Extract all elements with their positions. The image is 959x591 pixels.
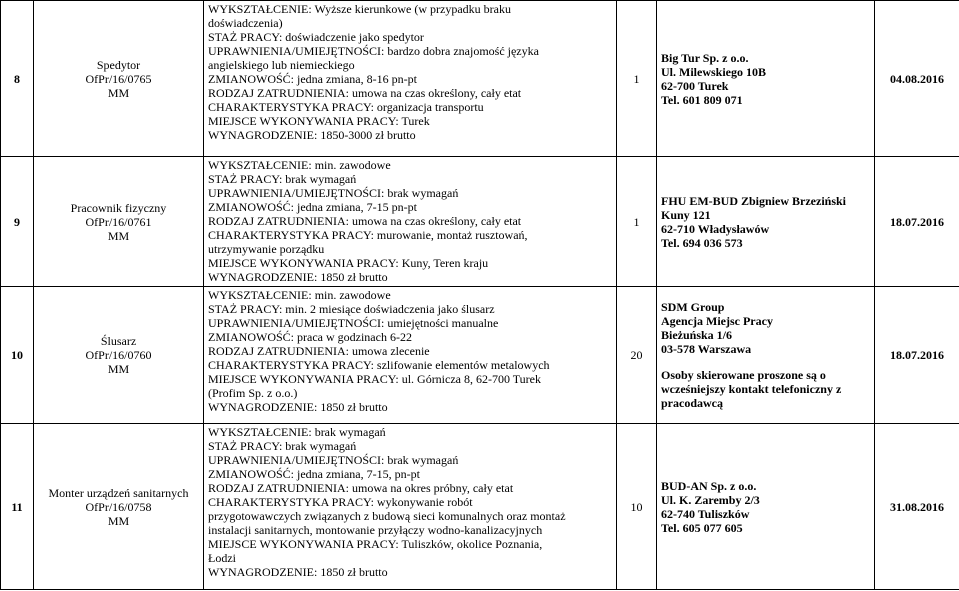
requirement-line: RODZAJ ZATRUDNIENIA: umowa na czas określony, cały etat [208,86,522,100]
requirement-line: UPRAWNIENIA/UMIEJĘTNOŚCI: umiejętności manualne [208,316,499,330]
position-title: Pracownik fizyczny [70,200,167,215]
requirement-line: CHARAKTERYSTYKA PRACY: szlifowanie elementów metalowych [208,358,550,372]
employer-line: Bieżuńska 1/6 [661,328,733,342]
requirement-line: WYNAGRODZENIE: 1850 zł brutto [208,270,388,284]
requirement-line: RODZAJ ZATRUDNIENIA: umowa na czas określony, cały etat [208,214,522,228]
requirement-line: UPRAWNIENIA/UMIEJĘTNOŚCI: brak wymagań [208,453,459,467]
table-row [1,424,959,590]
requirement-line: CHARAKTERYSTYKA PRACY: organizacja transportu [208,100,484,114]
employer-line: Ul. Milewskiego 10B [661,64,766,79]
offer-code: OfPr/16/0765 [85,71,152,86]
requirement-line: utrzymywanie porządku [208,242,325,256]
requirement-line: WYKSZTAŁCENIE: min. zawodowe [208,158,391,172]
row-number: 8 [1,1,34,157]
requirement-line: MIEJSCE WYKONYWANIA PRACY: Kuny, Teren kraju [208,256,489,270]
offer-code: OfPr/16/0760 [85,348,152,362]
offer-date: 04.08.2016 [875,1,959,157]
requirement-line: STAŻ PRACY: min. 2 miesiące doświadczenia jako ślusarz [208,302,495,316]
requirement-line: WYNAGRODZENIE: 1850 zł brutto [208,565,388,579]
requirement-line: UPRAWNIENIA/UMIEJĘTNOŚCI: bardzo dobra znajomość języka [208,44,539,58]
employer-cell [657,1,875,157]
requirements-cell [204,1,617,157]
offer-code: OfPr/16/0761 [85,214,152,229]
requirement-line: ZMIANOWOŚĆ: jedna zmiana, 7-15 pn-pt [208,200,417,214]
requirement-line: CHARAKTERYSTYKA PRACY: murowanie, montaż rusztowań, [208,228,528,242]
employer-line: 62-710 Władysławów [661,221,770,236]
requirement-line: (Profim Sp. z o.o.) [208,386,298,400]
vacancy-count: 20 [617,287,657,424]
employer-line: Kuny 121 [661,207,711,222]
requirement-line: STAŻ PRACY: brak wymagań [208,439,357,453]
employer-line: 62-740 Tuliszków [661,506,750,521]
position-cell [34,1,204,157]
employer-line: FHU EM-BUD Zbigniew Brzeziński [661,193,846,208]
requirements-cell [204,424,617,590]
position-cell [34,157,204,287]
offer-date: 18.07.2016 [875,157,959,287]
requirement-line: ZMIANOWOŚĆ: jedna zmiana, 8-16 pn-pt [208,72,417,86]
position-title: Ślusarz [100,334,137,348]
employer-cell [657,157,875,287]
requirement-line: CHARAKTERYSTYKA PRACY: wykonywanie robót [208,495,473,509]
unit-code: MM [107,513,130,528]
employer-line: SDM Group [661,300,725,314]
requirement-line: angielskiego lub niemieckiego [208,58,355,72]
position-title: Monter urządzeń sanitarnych [48,485,189,500]
unit-code: MM [107,228,130,243]
requirement-line: ZMIANOWOŚĆ: praca w godzinach 6-22 [208,330,412,344]
table-row [1,287,959,424]
requirement-line: Łodzi [208,551,236,565]
table-row [1,157,959,287]
employer-cell [657,287,875,424]
employer-line: Agencja Miejsc Pracy [661,314,773,328]
requirements-cell [204,157,617,287]
employer-line: 03-578 Warszawa [661,342,752,356]
position-cell [34,287,204,424]
employer-line: 62-700 Turek [661,78,729,93]
employer-note: Osoby skierowane proszone są o wcześniejszy kontakt telefoniczny z pracodawcą [661,368,842,410]
employer-line: Tel. 694 036 573 [661,235,743,250]
offer-date: 31.08.2016 [875,424,959,590]
position-title: Spedytor [96,57,141,72]
employer-line: Ul. K. Zaremby 2/3 [661,492,760,507]
employer-line: BUD-AN Sp. z o.o. [661,478,757,493]
requirement-line: RODZAJ ZATRUDNIENIA: umowa na okres próbny, cały etat [208,481,514,495]
requirement-line: UPRAWNIENIA/UMIEJĘTNOŚCI: brak wymagań [208,186,459,200]
vacancy-count: 1 [617,157,657,287]
employer-line: Tel. 601 809 071 [661,92,743,107]
requirements-cell [204,287,617,424]
requirement-line: STAŻ PRACY: brak wymagań [208,172,357,186]
requirement-line: RODZAJ ZATRUDNIENIA: umowa zlecenie [208,344,430,358]
employer-line: Big Tur Sp. z o.o. [661,50,749,65]
vacancy-count: 10 [617,424,657,590]
requirement-line: MIEJSCE WYKONYWANIA PRACY: Turek [208,114,430,128]
requirement-line: instalacji sanitarnych, montowanie przyłączy wodno-kanalizacyjnych [208,523,543,537]
unit-code: MM [107,362,130,376]
requirement-line: STAŻ PRACY: doświadczenie jako spedytor [208,30,424,44]
requirement-line: ZMIANOWOŚĆ: jedna zmiana, 7-15, pn-pt [208,467,420,481]
offer-code: OfPr/16/0758 [85,499,152,514]
table-row [1,1,959,157]
employer-line: Tel. 605 077 605 [661,520,743,535]
requirement-line: MIEJSCE WYKONYWANIA PRACY: Tuliszków, okolice Poznania, [208,537,543,551]
position-cell [34,424,204,590]
requirement-line: WYNAGRODZENIE: 1850 zł brutto [208,400,388,414]
requirement-line: przygotowawczych związanych z budową sieci komunalnych oraz montaż [208,509,566,523]
employer-cell [657,424,875,590]
vacancy-count: 1 [617,1,657,157]
requirement-line: doświadczenia) [208,16,283,30]
requirement-line: WYNAGRODZENIE: 1850-3000 zł brutto [208,128,416,142]
requirement-line: MIEJSCE WYKONYWANIA PRACY: ul. Górnicza 8, 62-700 Turek [208,372,542,386]
requirement-line: WYKSZTAŁCENIE: Wyższe kierunkowe (w przypadku braku [208,2,512,16]
row-number: 11 [1,424,34,590]
unit-code: MM [107,85,130,100]
offer-date: 18.07.2016 [875,287,959,424]
requirement-line: WYKSZTAŁCENIE: brak wymagań [208,425,386,439]
requirement-line: WYKSZTAŁCENIE: min. zawodowe [208,288,391,302]
row-number: 9 [1,157,34,287]
row-number: 10 [1,287,34,424]
